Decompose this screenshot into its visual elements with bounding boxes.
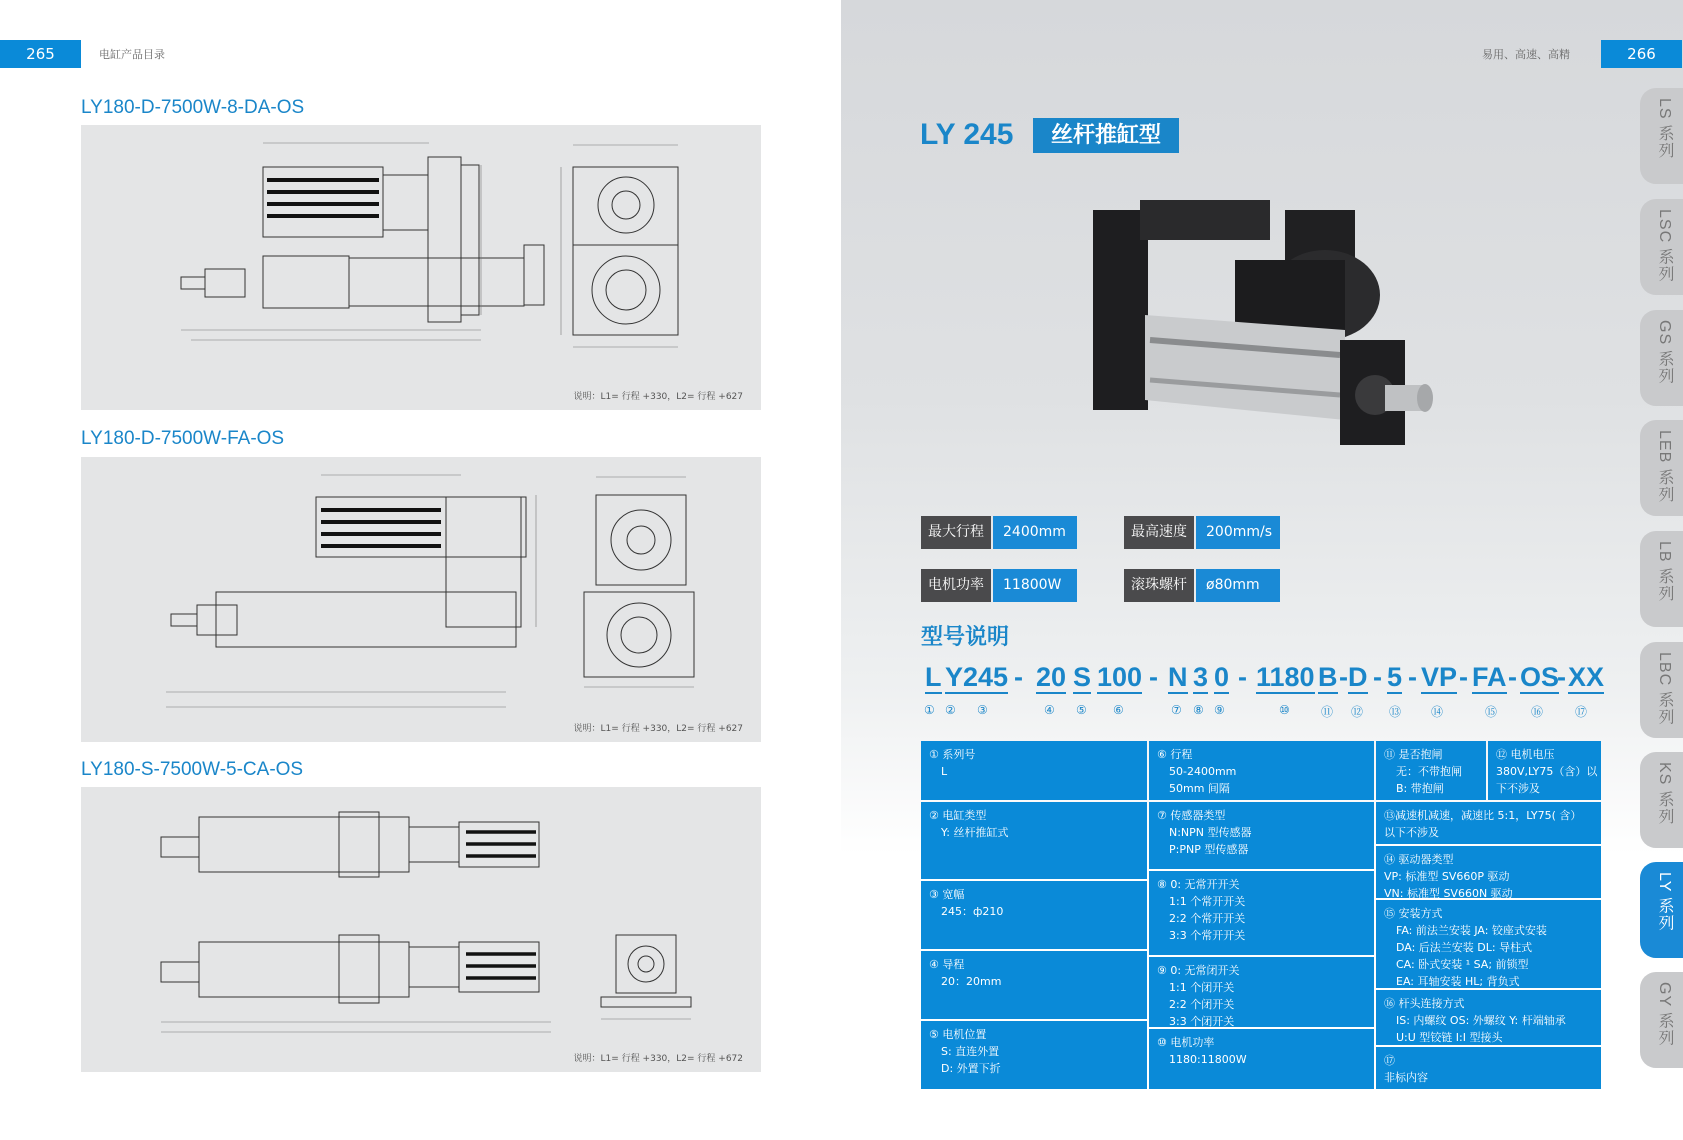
code-num: ⑩ (1279, 703, 1290, 717)
code-seg: 5 (1387, 662, 1403, 692)
running-head-left: 电缸产品目录 (99, 48, 165, 61)
cell-head: ④ 导程 (929, 958, 965, 971)
cell-line: 245：ф210 (941, 905, 1004, 918)
tab-label: LB 系列 (1656, 541, 1673, 603)
table-cell-motor-voltage (1488, 741, 1601, 800)
cell-line: DA: 后法兰安装 DL: 导柱式 (1396, 941, 1533, 954)
cell-line: 下不涉及 (1496, 782, 1540, 795)
table-cell-series (921, 741, 1147, 800)
code-seg: N (1168, 662, 1188, 692)
code-sep: - (1408, 662, 1417, 692)
running-head-right: 易用、高速、高精 (1482, 48, 1570, 61)
cell-line: 3:3 个闭开关 (1169, 1015, 1235, 1028)
tab-label: LEB 系列 (1656, 430, 1673, 503)
drawing1-tube (349, 258, 524, 306)
tab-label: LS 系列 (1656, 98, 1673, 160)
table-cell-no-switch (1149, 871, 1374, 955)
cell-head: ⑦ 传感器类型 (1157, 809, 1226, 822)
drawing-panel-3 (81, 787, 761, 1072)
cell-line: 20：20mm (941, 975, 1002, 988)
spec-label: 最大行程 (921, 516, 991, 549)
page-number-right: 266 (1601, 40, 1682, 68)
spec-label: 最高速度 (1124, 516, 1194, 549)
cell-line: 1180:11800W (1169, 1053, 1247, 1066)
tab-lbc-series[interactable] (1640, 642, 1683, 738)
code-sep: - (1459, 662, 1468, 692)
spec-label: 滚珠螺杆 (1124, 569, 1194, 602)
code-seg: 1180 (1256, 662, 1315, 692)
table-cell-motor-power (1149, 1029, 1374, 1089)
tab-label: LBC 系列 (1656, 652, 1673, 726)
cell-head: ⑮ 安装方式 (1384, 907, 1443, 920)
drawing-title-2: LY180-D-7500W-FA-OS (81, 428, 285, 449)
cell-head: ⑧ 0: 无常开开关 (1157, 878, 1240, 891)
code-seg: 20 (1036, 662, 1067, 692)
tab-label: LSC 系列 (1656, 209, 1673, 283)
drawing-panel-2 (81, 457, 761, 742)
cell-head: ⑤ 电机位置 (929, 1028, 987, 1041)
cell-head: ⑪ 是否抱闸 (1384, 748, 1443, 761)
code-seg: D (1348, 662, 1368, 692)
cell-line: 1:1 个闭开关 (1169, 981, 1235, 994)
code-num: ② (945, 703, 956, 717)
cell-line: P:PNP 型传感器 (1169, 843, 1249, 856)
cell-line: 1:1 个常开开关 (1169, 895, 1246, 908)
cell-line: 3:3 个常开开关 (1169, 929, 1246, 942)
technical-drawing-2 (81, 457, 761, 742)
spec-value: ø80mm (1196, 569, 1280, 602)
code-sep: - (1373, 662, 1382, 692)
code-num: ⑯ (1531, 705, 1544, 719)
cell-head: ① 系列号 (929, 748, 976, 761)
tab-leb-series[interactable] (1640, 420, 1683, 516)
code-seg: VP (1421, 662, 1458, 692)
code-sep: - (1508, 662, 1517, 692)
code-num: ⑰ (1575, 705, 1588, 719)
cell-head: ⑫ 电机电压 (1496, 748, 1555, 761)
cell-line: N:NPN 型传感器 (1169, 826, 1252, 839)
tab-gs-series[interactable] (1640, 310, 1683, 406)
code-seg: 3 (1193, 662, 1209, 692)
table-cell-sensor-type (1149, 802, 1374, 869)
cell-line: D: 外置下折 (941, 1062, 1001, 1075)
product-image (1085, 190, 1445, 490)
table-cell-brake (1376, 741, 1486, 800)
tab-ly-series[interactable] (1640, 862, 1683, 958)
drawing-note-1: 说明：L1= 行程 +330，L2= 行程 +627 (573, 392, 743, 402)
table-cell-driver-type (1376, 846, 1601, 898)
cell-head: ⑭ 驱动器类型 (1384, 853, 1454, 866)
code-num: ⑥ (1113, 703, 1124, 717)
cell-line: 无：不带抱闸 (1396, 765, 1462, 778)
spec-value: 2400mm (993, 516, 1077, 549)
code-num: ⑬ (1389, 705, 1402, 719)
code-num: ⑨ (1214, 703, 1225, 717)
tab-lb-series[interactable] (1640, 531, 1683, 627)
drawing1-cylinder-body (263, 256, 349, 308)
drawing-note-3: 说明：L1= 行程 +330，L2= 行程 +672 (573, 1054, 743, 1064)
table-cell-lead (921, 951, 1147, 1019)
tab-label: KS 系列 (1656, 762, 1673, 825)
drawing-note-2: 说明：L1= 行程 +330，L2= 行程 +627 (573, 724, 743, 734)
cell-head: ③ 宽幅 (929, 888, 965, 901)
code-num: ① (924, 703, 935, 717)
code-num: ⑪ (1321, 705, 1334, 719)
code-num: ⑮ (1485, 705, 1498, 719)
spec-label: 电机功率 (921, 569, 991, 602)
code-seg: 100 (1097, 662, 1143, 692)
table-cell-nc-switch (1149, 957, 1374, 1027)
cell-line: VN: 标准型 SV660N 驱动 (1384, 887, 1513, 900)
code-sep: - (1238, 662, 1247, 692)
cell-head: ⑬减速机减速，减速比 5:1，LY75( 含） (1384, 809, 1582, 822)
tab-lsc-series[interactable] (1640, 199, 1683, 295)
model-explanation-title: 型号说明 (921, 625, 1010, 650)
code-num: ⑭ (1431, 705, 1444, 719)
drawing3-top-view-tube (199, 817, 409, 872)
table-cell-stroke (1149, 741, 1374, 800)
table-cell-rod-end (1376, 990, 1601, 1045)
cell-head: ② 电缸类型 (929, 809, 987, 822)
code-sep: - (1149, 662, 1158, 692)
table-cell-width (921, 881, 1147, 949)
table-cell-custom (1376, 1047, 1601, 1089)
cell-line: EA: 耳轴安装 HL; 背负式 (1396, 975, 1520, 988)
cell-head: ⑥ 行程 (1157, 748, 1193, 761)
cell-line: 以下不涉及 (1384, 826, 1439, 839)
code-seg: L (925, 662, 942, 692)
table-cell-reducer (1376, 802, 1601, 844)
cell-head: ⑰ (1384, 1054, 1395, 1067)
cell-line: S: 直连外置 (941, 1045, 1000, 1058)
code-num: ⑫ (1351, 705, 1364, 719)
code-seg: 245 (963, 662, 1009, 692)
drawing2-tube (216, 592, 516, 647)
cell-line: 50-2400mm (1169, 765, 1237, 778)
technical-drawing-3 (81, 787, 761, 1072)
table-cell-mounting (1376, 900, 1601, 988)
code-seg: XX (1568, 662, 1605, 692)
product-model-title: LY 245 (920, 118, 1014, 151)
drawing-panel-1 (81, 125, 761, 410)
cell-line: CA: 卧式安装 ¹ SA; 前锁型 (1396, 958, 1529, 971)
cell-line: L (941, 765, 948, 778)
code-sep: - (1339, 662, 1348, 692)
cell-line: 380V,LY75（含）以 (1496, 765, 1598, 778)
code-sep: - (1557, 662, 1566, 692)
cell-line: B: 带抱闸 (1396, 782, 1444, 795)
cell-line: FA: 前法兰安装 JA: 铰座式安装 (1396, 924, 1547, 937)
left-page (0, 0, 841, 1140)
tab-ks-series[interactable] (1640, 752, 1683, 848)
tab-gy-series[interactable] (1640, 972, 1683, 1068)
table-cell-cylinder-type (921, 802, 1147, 879)
cell-head: ⑯ 杆头连接方式 (1384, 997, 1465, 1010)
code-num: ④ (1044, 703, 1055, 717)
technical-drawing-1 (81, 125, 761, 410)
code-seg: FA (1472, 662, 1507, 692)
drawing1-rod (181, 277, 205, 289)
code-seg: 0 (1214, 662, 1230, 692)
tab-ls-series[interactable] (1640, 88, 1683, 184)
product-type-badge: 丝杆推缸型 (1033, 118, 1179, 153)
tab-label: GS 系列 (1656, 320, 1673, 385)
cell-line: 50mm 间隔 (1169, 782, 1230, 795)
tab-label: GY 系列 (1656, 982, 1673, 1047)
code-seg: S (1073, 662, 1092, 692)
code-num: ⑧ (1193, 703, 1204, 717)
code-seg: Y (945, 662, 964, 692)
code-sep: - (1014, 662, 1023, 692)
drawing1-end-block (524, 245, 544, 305)
code-num: ⑤ (1076, 703, 1087, 717)
cell-head: ⑨ 0: 无常闭开关 (1157, 964, 1240, 977)
drawing-title-3: LY180-S-7500W-5-CA-OS (81, 759, 304, 780)
code-num: ③ (977, 703, 988, 717)
spec-value: 200mm/s (1196, 516, 1280, 549)
cell-head: ⑩ 电机功率 (1157, 1036, 1215, 1049)
table-cell-motor-position (921, 1021, 1147, 1089)
cell-line: IS: 内螺纹 OS: 外螺纹 Y: 杆端轴承 (1396, 1014, 1566, 1027)
cell-line: U:U 型铰链 I:I 型接头 (1396, 1031, 1503, 1044)
tab-label: LY 系列 (1656, 872, 1673, 932)
code-num: ⑦ (1171, 703, 1182, 717)
drawing3-side-view-tube (199, 942, 409, 997)
cell-line: 2:2 个常开开关 (1169, 912, 1246, 925)
cell-line: VP: 标准型 SV660P 驱动 (1384, 870, 1510, 883)
drawing-title-1: LY180-D-7500W-8-DA-OS (81, 97, 305, 118)
code-seg: OS (1520, 662, 1560, 692)
cell-line: 2:2 个闭开关 (1169, 998, 1235, 1011)
cell-line: 非标内容 (1384, 1071, 1428, 1084)
page-number-left: 265 (0, 40, 81, 68)
cell-line: Y: 丝杆推缸式 (941, 826, 1009, 839)
spec-value: 11800W (993, 569, 1077, 602)
code-seg: B (1318, 662, 1338, 692)
